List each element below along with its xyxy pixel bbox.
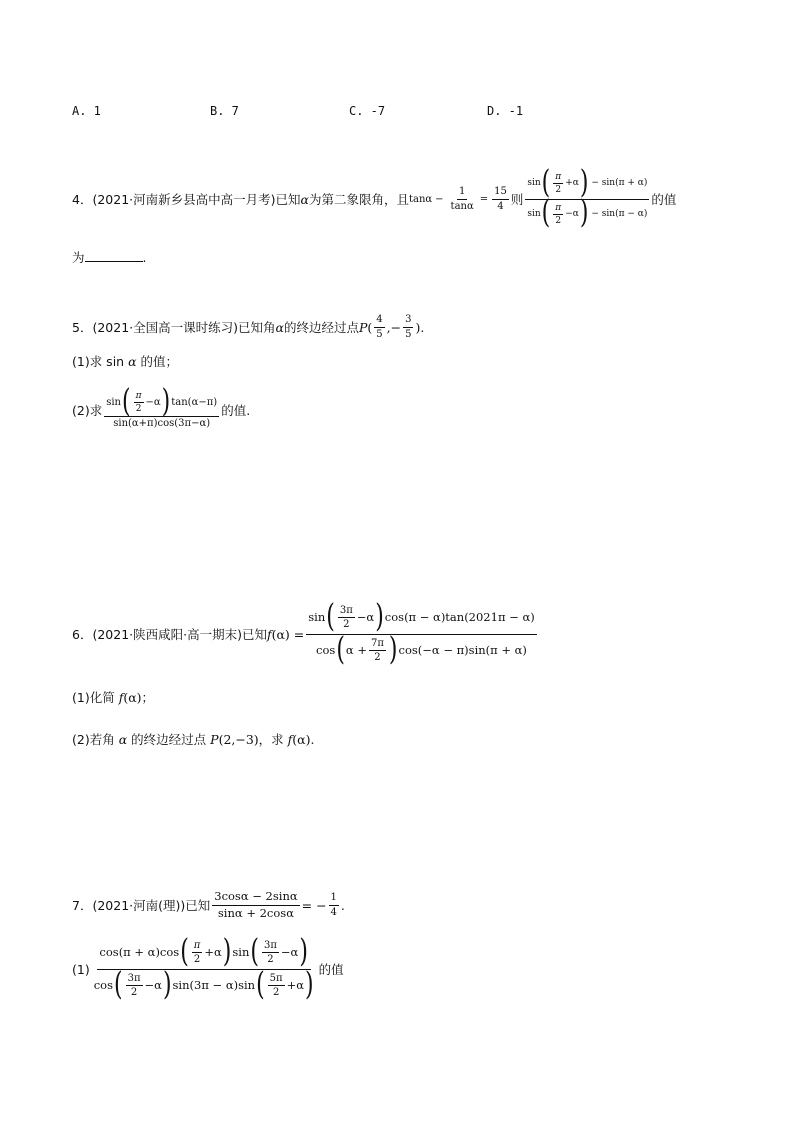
q6-part2-alpha: α <box>118 732 128 747</box>
q7-num-two-b: 2 <box>267 954 274 965</box>
q4-inv-tan-num: 1 <box>457 186 467 200</box>
q7-den-two: 2 <box>130 987 138 998</box>
q4-den-sin: sin <box>527 209 541 220</box>
q5-part-2 <box>72 384 250 436</box>
q6-den-alpha: α + <box>345 642 367 657</box>
q7-den-5pi-half <box>268 973 285 999</box>
q7-part1-text: (1) <box>72 961 90 977</box>
q5-y-num: 3 <box>403 314 413 328</box>
q6-den-cos: cos <box>316 642 336 657</box>
q4-mid: 为第二象限角，且 <box>308 192 409 207</box>
q6-den-two: 2 <box>374 652 381 663</box>
q4-suffix: 的值 <box>651 192 677 207</box>
q7-num-3pi: 3π <box>262 940 279 954</box>
q4-inv-tan-fraction <box>449 186 476 212</box>
q4-answer-blank[interactable] <box>85 251 143 262</box>
q6-den-7pi-half <box>369 638 386 664</box>
question-5: 5．(2021·全国高一课时练习)已知角 α 的终边经过点 P ( $\frac{4}{5}$ ,− $\frac{3}{5}$ ). <box>72 314 425 340</box>
q5-x-den: 5 <box>376 328 383 340</box>
q4-value-den: 4 <box>497 200 504 212</box>
q4-value-fraction <box>492 186 509 212</box>
q6-f: f <box>266 626 272 642</box>
q7-main-fraction <box>92 933 317 1003</box>
q7-part-1 <box>72 932 344 1006</box>
q5-mid: 的终边经过点 <box>283 320 359 335</box>
q7-value-num: 1 <box>329 892 339 906</box>
q7-num-sin: sin <box>232 944 250 959</box>
q7-given-fraction <box>212 890 299 919</box>
q4-num-rest: − sin(π + α) <box>591 178 648 189</box>
q6-part-2 <box>72 730 314 748</box>
q6-num-two: 2 <box>343 619 350 630</box>
q4-main-den: sin ( $\frac{\pi}{2}$ −α ) − sin(π − α) <box>527 195 648 232</box>
choice-b: B. 7 <box>210 104 239 118</box>
q4-num-sin: sin <box>527 178 541 189</box>
q4-main-fraction <box>525 164 649 232</box>
q6-den-rest: cos(−α − π)sin(π + α) <box>398 642 527 657</box>
q6-part2-f: f <box>287 732 293 747</box>
q4-value-num: 15 <box>492 186 509 200</box>
q6-arg: (α) = <box>271 626 305 642</box>
q6-part1-arg: (α)； <box>123 690 155 705</box>
choice-a: A. 1 <box>72 104 101 118</box>
q7-den-plus: +α <box>286 977 305 992</box>
q5-part1-text: (1)求 sin <box>72 354 125 369</box>
q4-inv-tan-den: tanα <box>450 200 474 212</box>
q7-den-3pi: 3π <box>126 973 143 987</box>
q5-part1-alpha: α <box>128 354 137 369</box>
q4-then: 则 <box>510 192 524 207</box>
q6-num-rest: cos(π − α)tan(2021π − α) <box>384 609 535 624</box>
q7-value-den: 4 <box>330 906 337 918</box>
q4-main-num: sin ( $\frac{\pi}{2}$ +α ) − sin(π + α) <box>527 164 648 202</box>
q4-den-two: 2 <box>555 215 562 226</box>
q6-main-fraction <box>306 598 536 668</box>
q7-part1-end: 的值 <box>318 962 344 977</box>
q5-main-den: sin(α+π)cos(3π−α) <box>113 417 211 429</box>
q5-y-fraction <box>403 314 413 340</box>
q5-comma: ,− <box>386 319 402 335</box>
q5-num-two: 2 <box>135 404 142 415</box>
q4-prefix: 4．(2021·河南新乡县高中高一月考)已知 <box>72 192 301 207</box>
choice-d: D. -1 <box>487 104 524 118</box>
q6-part-1 <box>72 688 154 706</box>
q7-given-den: sinα + 2cosα <box>217 905 294 920</box>
q7-num-two: 2 <box>193 954 201 965</box>
q7-num-3pi-half <box>262 940 279 966</box>
q7-den-5pi: 5π <box>268 973 285 987</box>
q7-num-pi-half <box>192 940 203 966</box>
q5-P: P <box>358 319 368 335</box>
q5-alpha: α <box>275 319 284 335</box>
q6-part2-arg: (α). <box>292 732 315 747</box>
q6-den-7pi: 7π <box>369 638 386 652</box>
q7-value-fraction <box>329 892 339 918</box>
q4-num-pi-half <box>553 172 563 196</box>
q4-num-pi: π <box>553 172 563 184</box>
q5-part2-text: (2)求 <box>72 403 103 418</box>
q7-stem: 7．(2021·河南(理))已知 <box>72 898 211 913</box>
q5-x-num: 4 <box>374 314 384 328</box>
q5-x-fraction <box>374 314 384 340</box>
q7-num-minus: −α <box>280 944 299 959</box>
q6-stem: 6．(2021·陕西咸阳·高一期末)已知 <box>72 627 267 642</box>
q4-alpha: α <box>300 191 309 207</box>
q4-num-plus-alpha: +α <box>565 178 579 189</box>
q6-num-minus: −α <box>356 609 375 624</box>
q6-part2-mid: 的终边经过点 <box>131 732 207 747</box>
q4-num-two: 2 <box>555 185 562 196</box>
question-6 <box>72 598 539 670</box>
question-4 <box>72 164 677 232</box>
q7-given-num: 3cosα − 2sinα <box>212 890 299 905</box>
q4-den-pi: π <box>553 203 563 215</box>
question-7 <box>72 885 345 925</box>
q6-part2-P: P <box>210 732 219 747</box>
q5-num-pi-half <box>134 391 144 415</box>
q5-end: ). <box>415 319 425 335</box>
q7-num-cos: cos(π + α)cos <box>99 944 180 959</box>
q5-main-num: sin ( $\frac{\pi}{2}$ −α ) tan(α−π) <box>106 383 218 421</box>
q5-y-den: 5 <box>405 328 412 340</box>
q7-den-minus: −α <box>144 977 162 992</box>
q7-den-mid: sin(3π − α)sin <box>172 977 256 992</box>
q7-eq: = − <box>301 897 327 913</box>
q4-den-rest: − sin(π − α) <box>591 209 648 220</box>
q6-part1-text: (1)化简 <box>72 690 115 705</box>
q7-num-plus: +α <box>204 944 222 959</box>
q4-line2 <box>72 248 147 266</box>
q6-num-sin: sin <box>308 609 326 624</box>
q7-num-pi: π <box>192 940 203 954</box>
q6-part2-pt: (2,−3)，求 <box>218 732 284 747</box>
q7-main-den: cos ( $\frac{3\pi}{2}$ −α ) sin(3π − α)sin ( $\frac{5\pi}{2}$ +α ) <box>93 966 314 1003</box>
choice-c: C. -7 <box>349 104 386 118</box>
q6-main-num: sin ( $\frac{3\pi}{2}$ −α ) cos(π − α)tan(2021π − α) <box>308 598 535 635</box>
q6-part1-f: f <box>118 690 124 705</box>
q5-main-fraction <box>104 383 219 429</box>
q5-num-sin: sin <box>106 397 121 408</box>
q5-part2-end: 的值. <box>221 403 251 418</box>
q6-main-den: cos ( α + $\frac{7\pi}{2}$ ) cos(−α − π)sin(π + α) <box>316 631 527 668</box>
q7-den-two-b: 2 <box>272 987 280 998</box>
q5-stem: 5．(2021·全国高一课时练习)已知角 <box>72 320 276 335</box>
q7-den-3pi-half <box>126 973 143 999</box>
q5-part-1 <box>72 352 178 370</box>
q5-num-tan: tan(α−π) <box>171 397 218 408</box>
q7-main-num: cos(π + α)cos ( $\frac{\pi}{2}$ +α ) sin ( $\frac{3\pi}{2}$ −α ) <box>97 940 310 970</box>
q4-den-minus-alpha: −α <box>565 209 579 220</box>
q5-part1-end: 的值； <box>140 354 179 369</box>
q6-num-3pi: 3π <box>338 605 355 619</box>
q4-minus: − <box>435 193 444 205</box>
q4-eq: = <box>479 193 489 205</box>
q6-num-3pi-half <box>338 605 355 631</box>
q4-tan: tanα <box>408 193 433 205</box>
q6-part2-text: (2)若角 <box>72 732 115 747</box>
q4-den-pi-half <box>553 203 563 227</box>
q5-num-minus: −α <box>145 397 161 408</box>
q5-num-pi: π <box>134 391 144 403</box>
q4-period: . <box>142 250 147 265</box>
q7-den-cos: cos <box>93 977 113 992</box>
q4-line2-text: 为 <box>72 250 85 265</box>
q7-period: . <box>340 897 345 913</box>
